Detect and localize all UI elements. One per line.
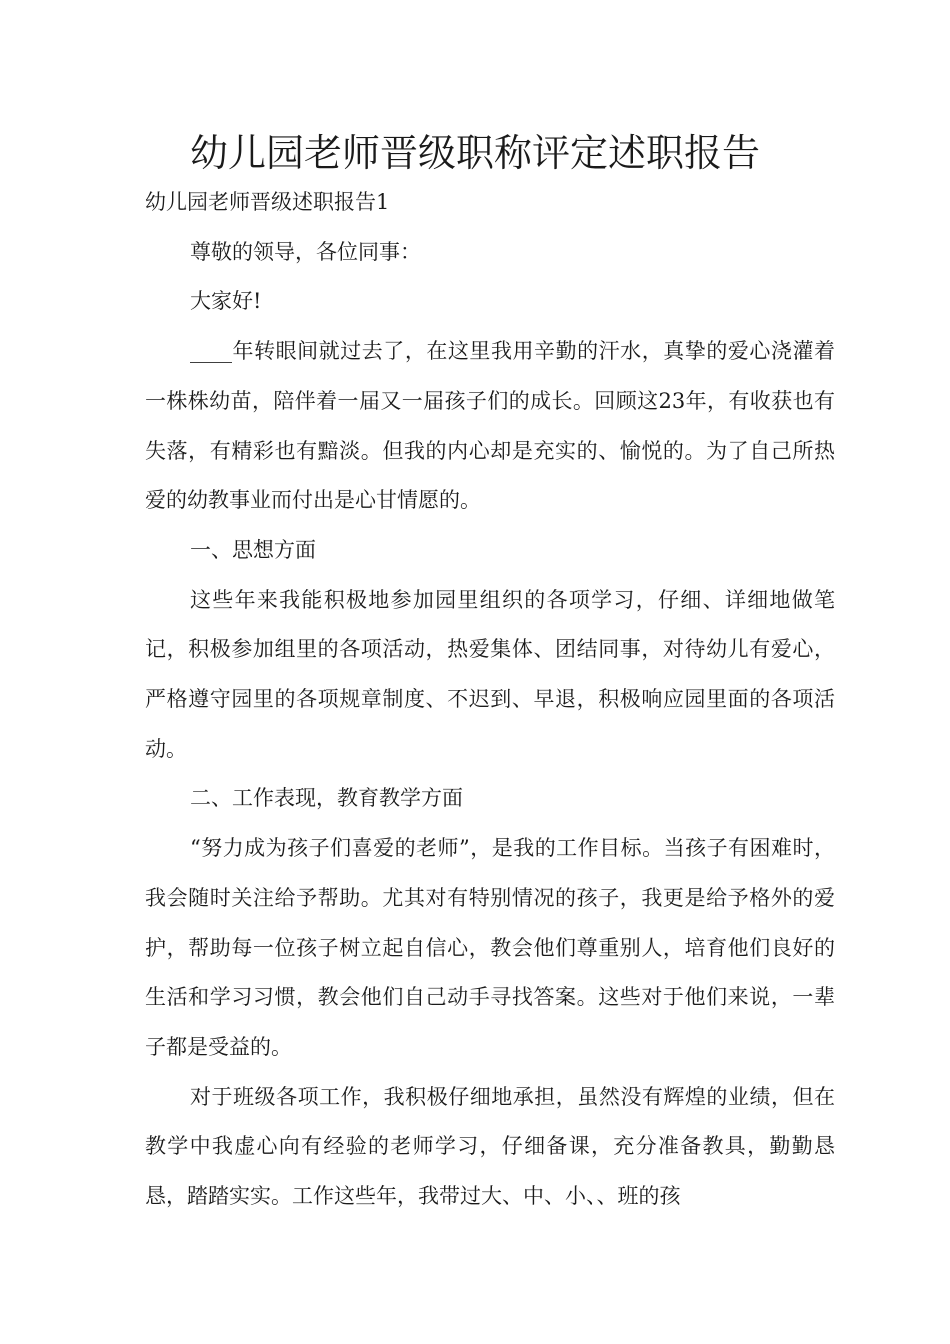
document-title: 幼儿园老师晋级职称评定述职报告: [189, 131, 760, 175]
thought-paragraph: 这些年来我能积极地参加园里组织的各项学习，仔细、详细地做笔记，积极参加组里的各项活动，热爱集体、团结同事，对待幼儿有爱心，严格遵守园里的各项规章制度、不迟到、早退，积极响应园里面的各项活动。: [145, 587, 835, 761]
class-work-paragraph: 对于班级各项工作，我积极仔细地承担，虽然没有辉煌的业绩，但在教学中我虚心向有经验的老师学习，仔细备课，充分准备教具，勤勤恳恳，踏踏实实。工作这些年，我带过大、中、小、、班的孩: [145, 1084, 835, 1209]
work-paragraph: “努力成为孩子们喜爱的老师”，是我的工作目标。当孩子有困难时，我会随时关注给予帮助。尤其对有特别情况的孩子，我更是给予格外的爱护，帮助每一位孩子树立起自信心，教会他们尊重别人，培育他们良好的生活和学习习惯，教会他们自己动手寻找答案。这些对于他们来说，一辈子都是受益的。: [145, 836, 835, 1059]
document-subtitle: 幼儿园老师晋级述职报告1: [145, 190, 390, 214]
section-heading-work: 二、工作表现，教育教学方面: [190, 786, 463, 811]
salutation-paragraph: 尊敬的领导，各位同事：: [190, 239, 421, 264]
greeting-paragraph: 大家好!: [190, 289, 262, 314]
intro-paragraph: ____年转眼间就过去了，在这里我用辛勤的汗水，真挚的爱心浇灌着一株株幼苗，陪伴着一届又一届孩子们的成长。回顾这23年，有收获也有失落，有精彩也有黯淡。但我的内心却是充实的、愉悦的。为了自己所热爱的幼教事业而付出是心甘情愿的。: [145, 339, 835, 513]
section-heading-thought: 一、思想方面: [190, 537, 316, 562]
document-body: [145, 178, 835, 1222]
